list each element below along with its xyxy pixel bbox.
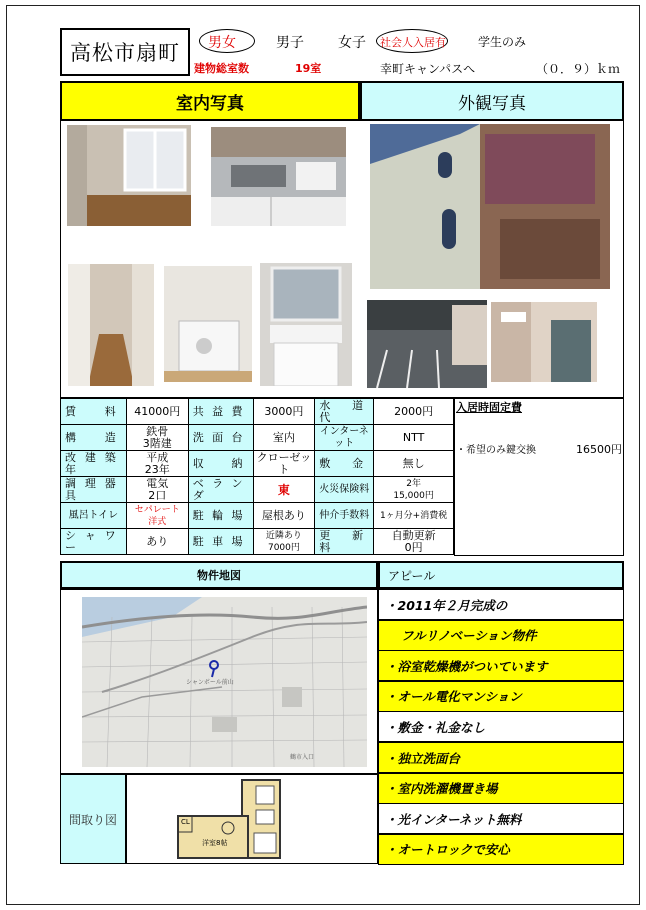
spec-value: 2000円 <box>374 399 454 425</box>
spec-value: 東 <box>253 477 315 503</box>
spec-value: 屋根あり <box>253 503 315 529</box>
spec-value: NTT <box>374 425 454 451</box>
spec-value: 3000円 <box>253 399 315 425</box>
spec-value: あり <box>126 529 188 555</box>
spec-value: 鉄骨 3階建 <box>126 425 188 451</box>
appeal-item: ・浴室乾燥機がついています <box>378 650 624 681</box>
kitchen-sink-photo <box>211 127 346 226</box>
property-specs-table <box>60 398 454 555</box>
building-front-photo <box>370 124 610 289</box>
entrance-photo <box>491 302 597 382</box>
spec-label: 収納 <box>188 451 253 477</box>
spec-label: 構造 <box>61 425 127 451</box>
gender-option-female: 女子 <box>338 35 366 51</box>
spec-label: 洗面台 <box>188 425 253 451</box>
spec-label: 火災保険料 <box>315 477 374 503</box>
spec-value: 自動更新 0円 <box>374 529 454 555</box>
floorplan-diagram <box>176 778 286 860</box>
gender-option-mixed: 男女 <box>208 35 236 51</box>
spec-label: 調理器具 <box>61 477 127 503</box>
spec-label: 駐輪場 <box>188 503 253 529</box>
map-heading: 物件地図 <box>60 561 378 589</box>
spec-label: 駐車場 <box>188 529 253 555</box>
exterior-photos-heading: 外観写真 <box>360 81 624 121</box>
property-location-title: 高松市扇町 <box>60 28 190 76</box>
map-area-label: 鶴市入口 <box>290 754 315 761</box>
appeal-item: ・2011年２月完成の <box>378 589 624 620</box>
spec-value: セパレート 洋式 <box>126 503 188 529</box>
spec-value: 室内 <box>253 425 315 451</box>
spec-value: 2年 15,000円 <box>374 477 454 503</box>
spec-row <box>61 503 454 529</box>
appeal-item: ・光インターネット無料 <box>378 803 624 834</box>
spec-label: シャワー <box>61 529 127 555</box>
appeal-item: ・オール電化マンション <box>378 681 624 712</box>
spec-label: 賃料 <box>61 399 127 425</box>
map-landmark-label: シャンボール前山 <box>186 679 234 686</box>
washbasin-photo <box>260 263 352 386</box>
washer-space-photo <box>164 266 252 382</box>
spec-label: 風呂トイレ <box>61 503 127 529</box>
total-units-value: 19室 <box>295 62 322 75</box>
spec-value: 電気 2口 <box>126 477 188 503</box>
spec-label: 敷金 <box>315 451 374 477</box>
spec-row <box>61 477 454 503</box>
interior-photos-heading: 室内写真 <box>60 81 360 121</box>
spec-label: 改建築年 <box>61 451 127 477</box>
spec-label: 仲介手数料 <box>315 503 374 529</box>
floorplan-label: 間取り図 <box>68 812 117 827</box>
spec-value: 近隣あり 7000円 <box>253 529 315 555</box>
fixed-cost-panel <box>454 398 624 556</box>
students-only-label: 学生のみ <box>478 35 527 49</box>
working-adults-label: 社会人入居有 <box>380 36 446 49</box>
spec-row <box>61 529 454 555</box>
appeal-item: ・敷金・礼金なし <box>378 711 624 742</box>
appeal-item: フルリノベーション物件 <box>378 620 624 651</box>
spec-label: ベランダ <box>188 477 253 503</box>
spec-value: 41000円 <box>126 399 188 425</box>
spec-row <box>61 451 454 477</box>
floorplan-closet-label: CL <box>181 818 190 826</box>
spec-value: 無し <box>374 451 454 477</box>
spec-row <box>61 399 454 425</box>
floorplan-label-cell <box>60 774 126 864</box>
appeal-item: ・独立洗面台 <box>378 742 624 773</box>
total-units-label: 建物総室数 <box>194 62 249 75</box>
fixed-cost-amount: 16500円 <box>576 443 622 456</box>
appeal-item: ・室内洗濯機置き場 <box>378 773 624 804</box>
spec-value: 1ヶ月分+消費税 <box>374 503 454 529</box>
fixed-cost-item: ・希望のみ鍵交換 <box>456 445 536 456</box>
fixed-cost-title: 入居時固定費 <box>456 401 522 414</box>
parking-lot-photo <box>367 300 487 388</box>
appeal-heading: アピール <box>378 561 624 589</box>
campus-distance-value: （０．９）ｋｍ <box>536 62 621 76</box>
spec-label: 水道代 <box>315 399 374 425</box>
campus-distance-label: 幸町キャンパスへ <box>380 62 476 76</box>
spec-value: 平成 23年 <box>126 451 188 477</box>
appeal-item: ・オートロックで安心 <box>378 834 624 865</box>
spec-label: 更新料 <box>315 529 374 555</box>
room-window-photo <box>67 125 191 226</box>
floorplan-room-label: 洋室8帖 <box>202 839 228 847</box>
gender-option-male: 男子 <box>276 35 304 51</box>
spec-value: クローゼット <box>253 451 315 477</box>
hallway-photo <box>68 264 154 386</box>
spec-row <box>61 425 454 451</box>
spec-label: インターネット <box>315 425 374 451</box>
spec-label: 共益費 <box>188 399 253 425</box>
